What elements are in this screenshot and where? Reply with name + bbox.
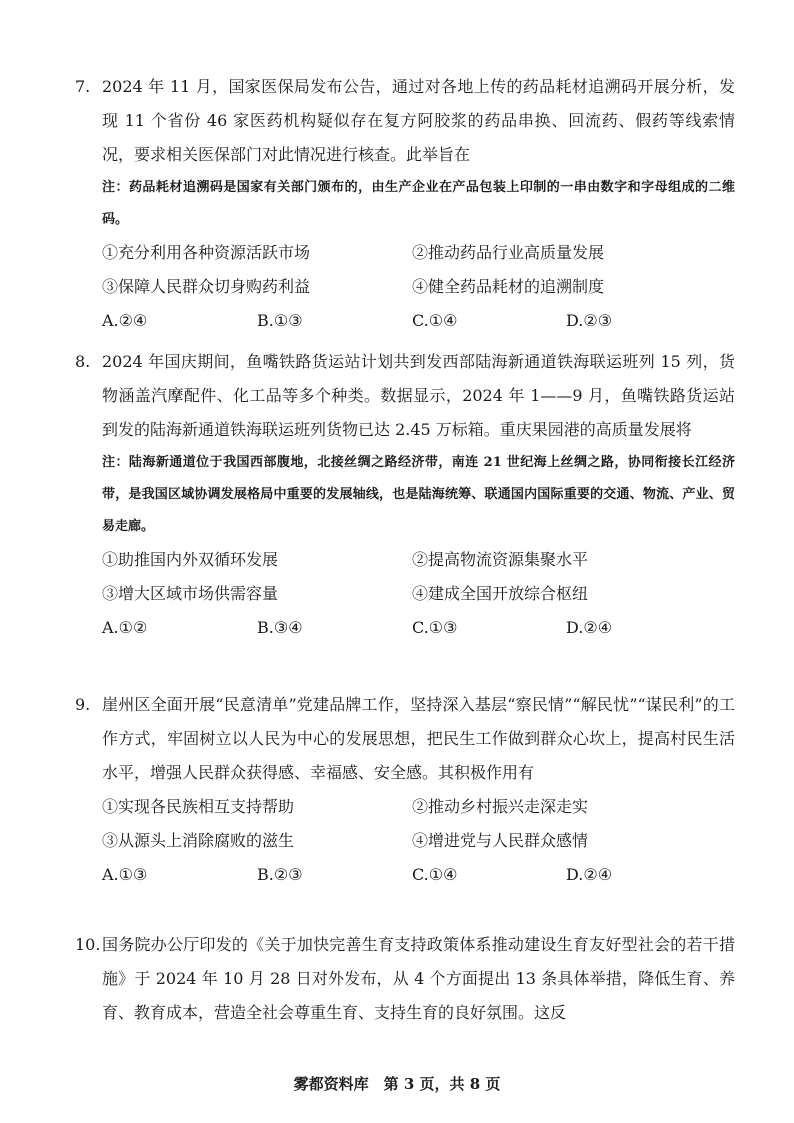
page-footer: 雾都资料库 第 3 页，共 8 页 [293,1075,501,1093]
choice-b: B.①③ [257,311,303,330]
statement-row [102,270,735,304]
statement-1: ①实现各民族相互支持帮助 [102,797,295,816]
question-stem: 崖州区全面开展“民意清单”党建品牌工作，坚持深入基层“察民情”“解民忧”“谋民利”的工作方式，牢固树立以人民为中心的发展思想，把民生工作做到群众心坎上，提高村民生活水平，增强人民群众获得感、幸福感、安全感。其积极作用有 [102,695,735,782]
choice-d: D.②③ [566,311,613,330]
choice-row [102,304,735,338]
statement-2: ②推动乡村振兴走深走实 [412,797,589,816]
question-number: 10. [75,935,101,954]
question-stem: 2024 年 11 月，国家医保局发布公告，通过对各地上传的药品耗材追溯码开展分析，发现 11 个省份 46 家医药机构疑似存在复方阿胶浆的药品串换、回流药、假药等线索情况，要求相关医保部门对此情况进行核查。此举旨在 [102,77,735,164]
choice-c: C.①④ [412,311,458,330]
question-number: 7. [75,77,91,96]
statement-row [102,543,735,577]
statement-4: ④增进党与人民群众感情 [412,831,589,850]
statement-3: ③增大区域市场供需容量 [102,584,279,603]
question-note: 注：药品耗材追溯码是国家有关部门颁布的，由生产企业在产品包装上印制的一串由数字和字母组成的二维码。 [102,180,735,227]
choice-a: A.②④ [102,311,148,330]
question-7 [75,70,735,338]
question-note: 注：陆海新通道位于我国西部腹地，北接丝绸之路经济带，南连 21 世纪海上丝绸之路，协同衔接长江经济带，是我国区域协调发展格局中重要的发展轴线，也是陆海统筹、联通国内国际重要的交通、物流、产业、贸易走廊。 [102,455,735,534]
statement-3: ③从源头上消除腐败的滋生 [102,831,295,850]
choice-row [102,611,735,645]
choice-d: D.②④ [566,618,613,637]
choice-a: A.①③ [102,865,148,884]
statement-2: ②推动药品行业高质量发展 [412,243,605,262]
statement-4: ④健全药品耗材的追溯制度 [412,277,605,296]
question-10 [75,928,735,1030]
question-9 [75,688,735,892]
statement-row [102,790,735,824]
choice-c: C.①③ [412,618,458,637]
statement-row [102,236,735,270]
question-number: 8. [75,352,91,371]
statement-2: ②提高物流资源集聚水平 [412,550,589,569]
question-8 [75,345,735,645]
choice-d: D.②④ [566,865,613,884]
choice-a: A.①② [102,618,148,637]
question-number: 9. [75,695,91,714]
statement-4: ④建成全国开放综合枢纽 [412,584,589,603]
statement-row [102,824,735,858]
choice-b: B.②③ [257,865,303,884]
statement-1: ①助推国内外双循环发展 [102,550,279,569]
statement-3: ③保障人民群众切身购药利益 [102,277,311,296]
statement-1: ①充分利用各种资源活跃市场 [102,243,311,262]
statement-row [102,577,735,611]
choice-b: B.③④ [257,618,303,637]
choice-c: C.①④ [412,865,458,884]
question-stem: 2024 年国庆期间，鱼嘴铁路货运站计划共到发西部陆海新通道铁海联运班列 15 列，货物涵盖汽摩配件、化工品等多个种类。数据显示，2024 年 1——9 月，鱼嘴铁路货运站到发的陆海新通道铁海联运班列货物已达 2.45 万标箱。重庆果园港的高质量发展将 [102,352,735,439]
choice-row [102,858,735,892]
question-stem: 国务院办公厅印发的《关于加快完善生育支持政策体系推动建设生育友好型社会的若干措施》于 2024 年 10 月 28 日对外发布，从 4 个方面提出 13 条具体举措，降低生育、养育、教育成本，营造全社会尊重生育、支持生育的良好氛围。这反 [102,935,735,1022]
